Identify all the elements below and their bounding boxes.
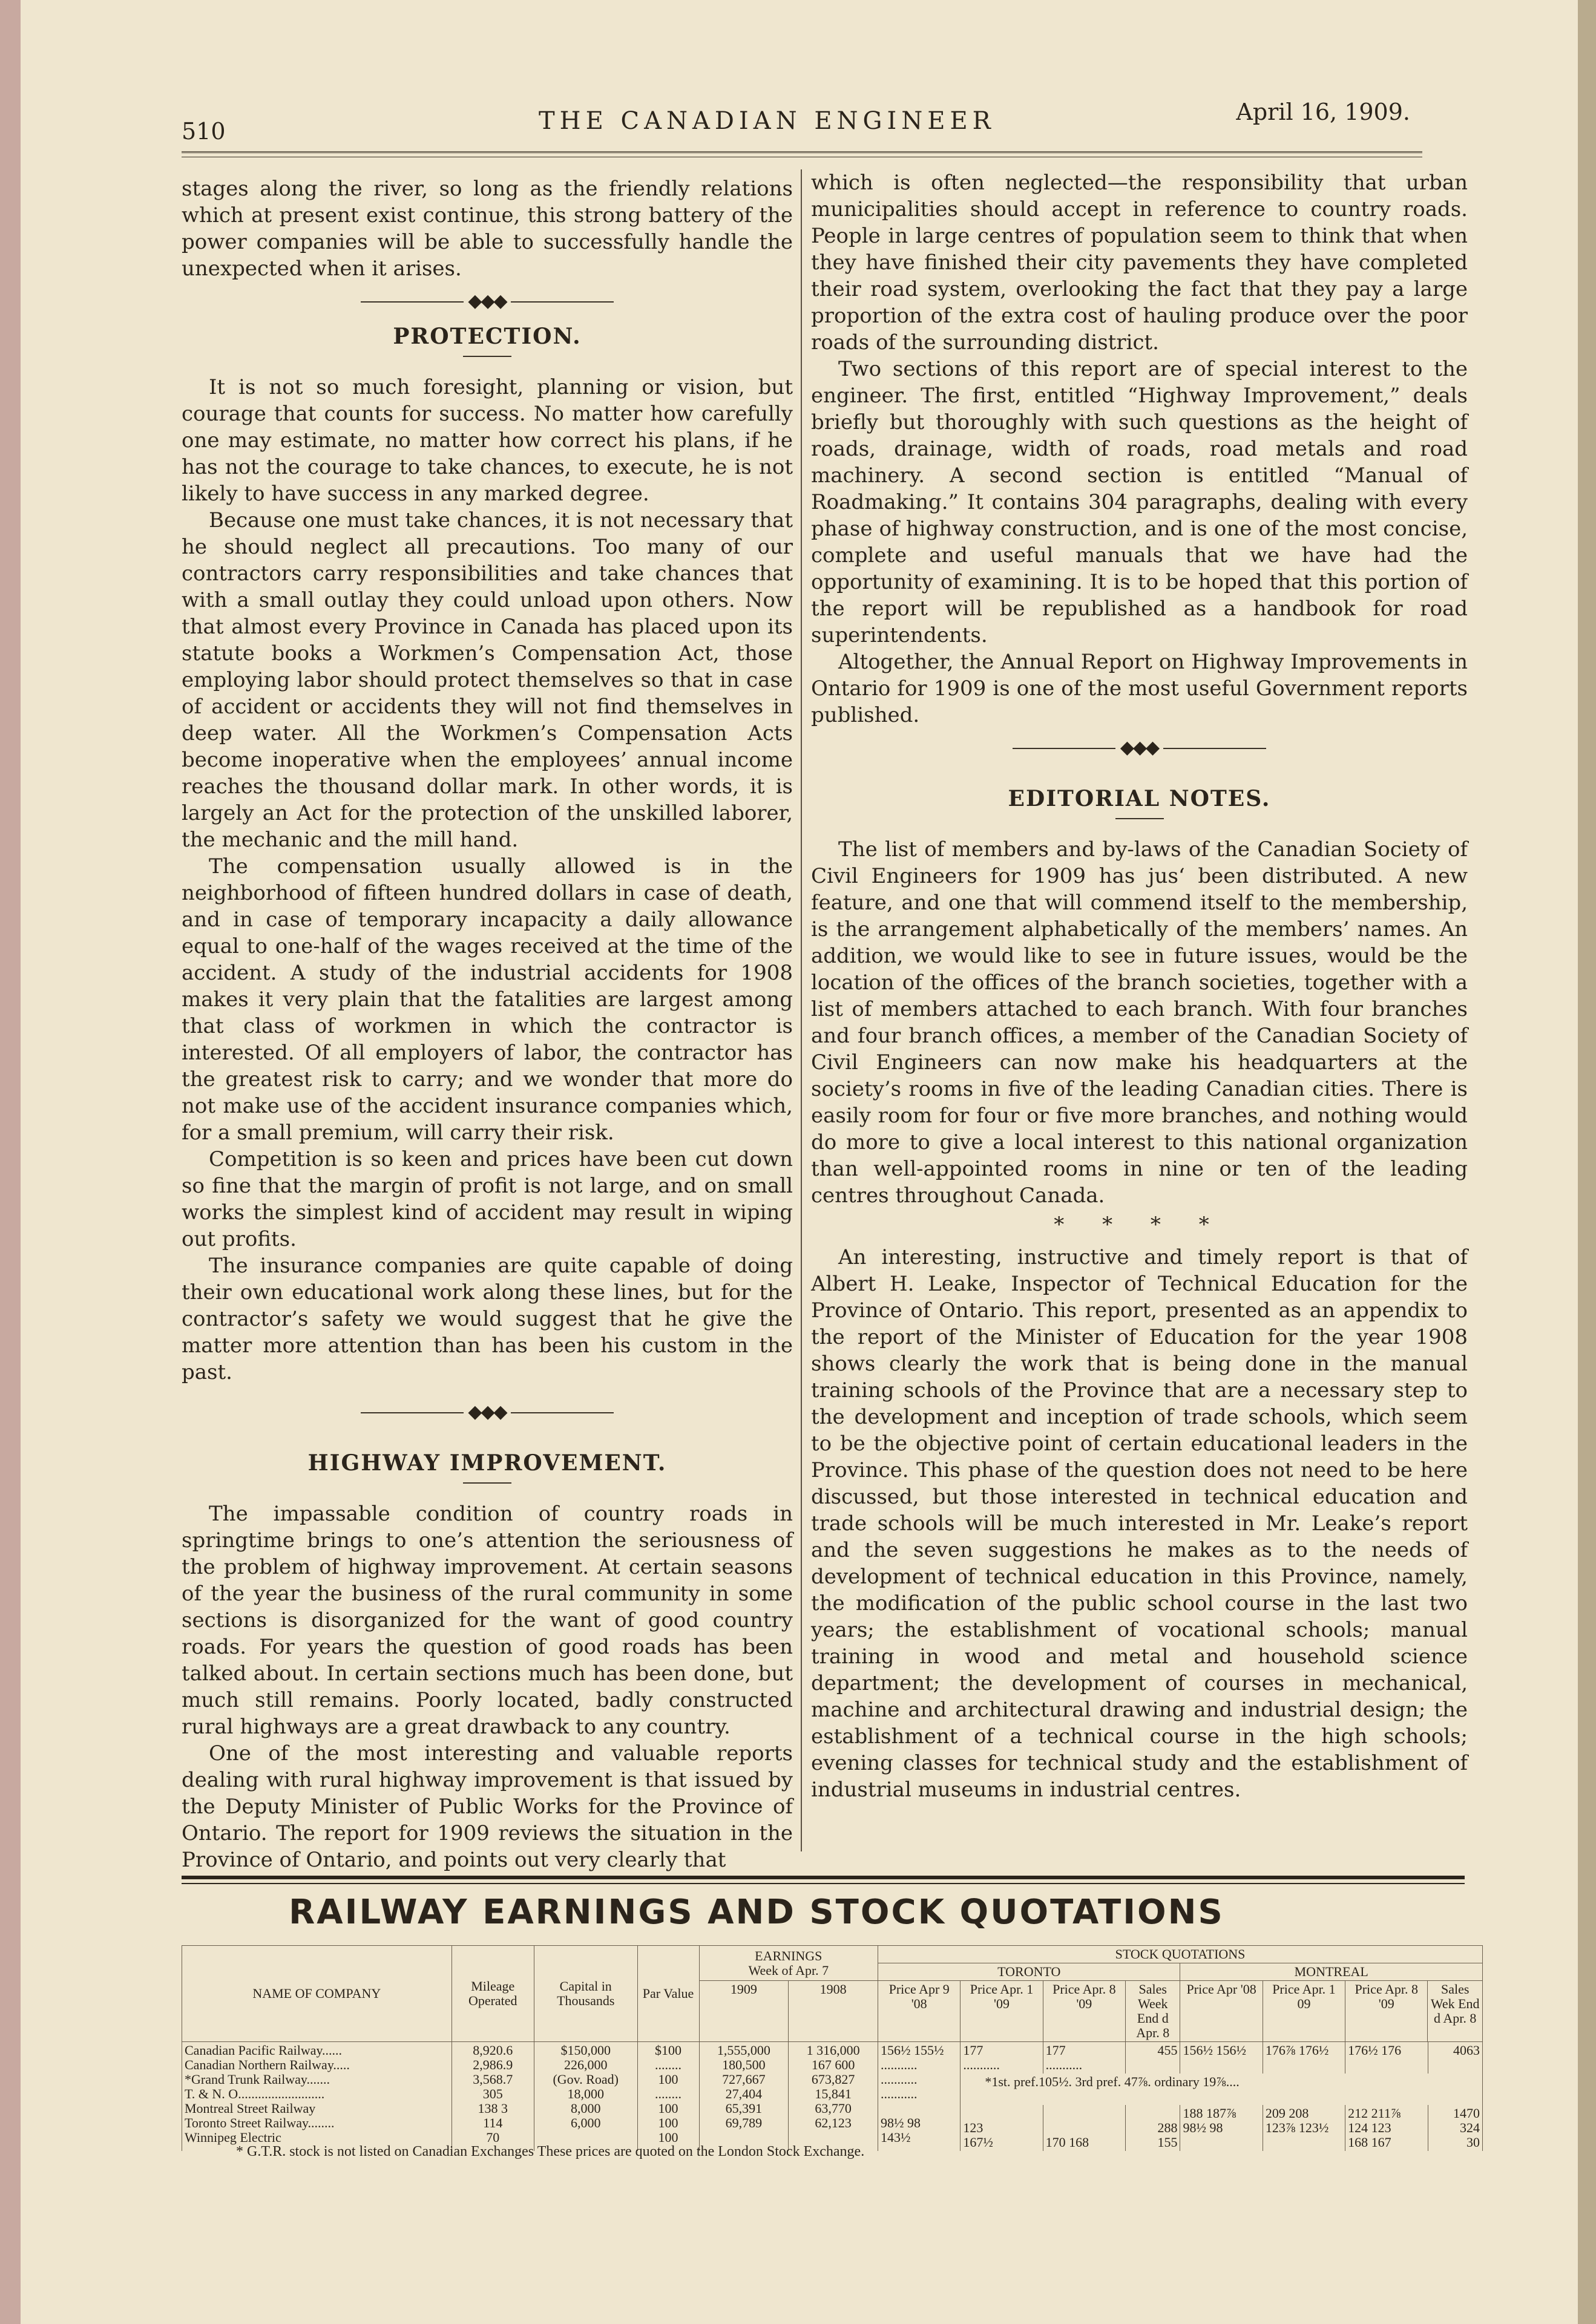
ornament-divider: ◆◆◆ [811,735,1468,761]
earnings-value: 1 316,000 [806,2043,860,2058]
montreal-apr8-cells [1345,2042,1428,2074]
page-number: 510 [182,118,226,145]
quote-value: 188 187⅞ [1183,2106,1236,2121]
earnings-sublabel: Week of Apr. 7 [748,1962,829,1978]
montreal-apr-cells [1180,2042,1263,2074]
quote-value [1266,2058,1342,2072]
quote-value: ........... [881,2057,918,2072]
toronto-sales-lower [1125,2105,1180,2151]
earnings-value: 65,391 [725,2101,763,2116]
highway-paragraph: The impassable condition of country roads in springtime brings to one’s attention the seriousness of the problem of highway improvement. At certain seasons of the year the business of the rural community in some sections is disorganized for the want of good country roads. For years the question of good roads has been talked about. In certain sections much has been done, but much still remains. Poorly located, badly constructed rural highways are a great drawback to any country. [182,1502,793,1739]
protection-heading: PROTECTION. [393,324,582,349]
col-header-m-apr1: Price Apr. 1 09 [1263,1981,1345,2042]
quote-value: 170 168 [1045,2135,1089,2150]
col-header-m-apr8: Price Apr. 8 '09 [1345,1981,1428,2042]
quote-value [1046,2121,1123,2135]
quote-value: ........... [881,2072,918,2087]
toronto-apr9-cells [878,2042,961,2152]
par-cells [637,2042,699,2152]
column-divider [801,169,802,1851]
earnings-1909-cells [699,2042,789,2152]
quote-value: 212 211⅞ [1348,2106,1401,2121]
header-rule [182,151,1422,157]
quote-value [1128,2106,1178,2121]
quote-value: 177 [963,2043,984,2058]
mileage-cells [452,2042,534,2152]
col-header-t-apr9: Price Apr 9 '08 [878,1981,961,2042]
quote-value: 156½ 155½ [881,2043,944,2058]
capital-value: 8,000 [570,2101,601,2116]
par-value: 100 [658,2115,678,2130]
toronto-apr8-cells [1043,2042,1125,2074]
earnings-value: 180,500 [722,2057,766,2072]
quote-value [1128,2058,1178,2072]
quote-value [881,2101,957,2116]
quote-value: 176⅞ 176½ [1265,2043,1329,2058]
mileage-value: 70 [486,2130,500,2145]
earnings-value: 15,841 [815,2086,852,2101]
montreal-apr8-lower [1345,2105,1428,2151]
quote-value: ........... [963,2057,1000,2072]
capital-cells [534,2042,637,2152]
quote-value: 1470 [1453,2106,1480,2121]
quote-value: 176½ 176 [1348,2043,1402,2058]
quote-value: 156½ 156½ [1183,2043,1246,2058]
table-row [182,2042,1483,2152]
table-top-rule-thin [182,1883,1465,1884]
quote-value: 155 [1157,2135,1178,2150]
company-name: T. & N. O.......................... [185,2086,325,2101]
ornament-divider: ◆◆◆ [182,1399,793,1425]
par-value: 100 [658,2072,678,2087]
quote-value [963,2106,1040,2121]
par-value: ........ [655,2057,682,2072]
mileage-value: 8,920.6 [473,2043,513,2058]
col-header-1908: 1908 [789,1981,878,2042]
montreal-sales-cells [1428,2042,1482,2074]
col-header-par: Par Value [637,1946,699,2042]
col-header-mileage: Mileage Operated [452,1946,534,2042]
mileage-value: 305 [482,2086,503,2101]
column-right [811,169,1468,1803]
table-top-rule [182,1876,1465,1879]
earnings-value: 62,123 [815,2115,852,2130]
table-footnote: * G.T.R. stock is not listed on Canadian Exchanges These prices are quoted on the London Stock Exchange. [236,2144,865,2159]
quote-value: 168 167 [1348,2135,1391,2150]
quote-value [985,2089,1480,2104]
company-name: Canadian Pacific Railway...... [185,2043,343,2058]
masthead: THE CANADIAN ENGINEER [539,107,996,135]
capital-value: 226,000 [563,2057,608,2072]
toronto-apr1-lower [961,2105,1043,2151]
company-name: Canadian Northern Railway..... [185,2057,350,2072]
highway-heading: HIGHWAY IMPROVEMENT. [307,1450,667,1476]
page-edge-left [0,0,21,2324]
quote-value: 209 208 [1265,2106,1309,2121]
col-header-toronto: TORONTO [878,1963,1180,1981]
quote-value: 30 [1466,2135,1480,2150]
quote-value: 4063 [1453,2043,1480,2058]
quote-value: 98½ 98 [881,2115,921,2130]
company-name: Montreal Street Railway [185,2101,316,2116]
quote-value: 167½ [963,2135,993,2150]
earnings-value: 673,827 [811,2072,855,2087]
quotes-block [961,2042,1483,2152]
quote-value: 324 [1460,2120,1480,2135]
protection-paragraph: The insurance companies are quite capable of doing their own educational work along these lines, but for the contractor’s safety we would suggest that he give the matter more attention than has been his custom in the past. [182,1254,793,1384]
protection-paragraph: It is not so much foresight, planning or vision, but courage that counts for success. No matter how carefully one may estimate, no matter how correct his plans, if he has not the courage to take chances, to execute, he is not likely to have success in any marked degree. [182,375,793,506]
col-header-1909: 1909 [699,1981,789,2042]
toronto-sales-cells [1125,2042,1180,2074]
par-value: $100 [655,2043,682,2058]
montreal-apr-lower [1180,2105,1263,2151]
protection-paragraph: Competition is so keen and prices have been cut down so fine that the margin of profit is not large, and on small works the simplest kind of accident may result in wiping out profits. [182,1147,793,1251]
quote-value [1046,2106,1123,2121]
company-name: *Grand Trunk Railway....... [185,2072,330,2087]
col-header-capital: Capital in Thousands [534,1946,637,2042]
capital-value: (Gov. Road) [553,2072,619,2087]
highway-paragraph: One of the most interesting and valuable reports dealing with rural highway improvement is that issued by the Deputy Minister of Public Works for the Province of Ontario. The report for 1909 reviews the situation in the Province of Ontario, and points out very clearly that [182,1741,793,1872]
par-value: ........ [655,2086,682,2101]
heading-rule [1115,818,1164,819]
col-header-t-sales: Sales Week End d Apr. 8 [1125,1981,1180,2042]
heading-rule [463,1482,511,1484]
intro-paragraph: stages along the river, so long as the friendly relations which at present exist continue, this strong battery of the power companies will be able to successfully handle the unexpected when it arises. [182,177,793,281]
toronto-apr8-lower [1043,2105,1125,2151]
earnings-label: EARNINGS [755,1948,823,1963]
col-header-earnings [699,1946,878,1981]
earnings-value: 27,404 [725,2086,763,2101]
quote-value: ........... [881,2086,918,2101]
col-header-m-apr: Price Apr '08 [1180,1981,1263,2042]
earnings-1908-cells [789,2042,878,2152]
quote-value: ........... [1045,2057,1083,2072]
col-header-montreal: MONTREAL [1180,1963,1483,1981]
quote-value: 177 [1045,2043,1066,2058]
company-name: Winnipeg Electric [185,2130,281,2145]
par-value: 100 [658,2130,678,2145]
col-header-name: NAME OF COMPANY [182,1946,452,2042]
montreal-sales-lower [1428,2105,1482,2151]
mileage-value: 2,986.9 [473,2057,513,2072]
quote-value: 123 [963,2120,984,2135]
protection-paragraph: Because one must take chances, it is not necessary that he should neglect all precautions. Too many of our contractors carry responsibilities and take chances that with a small outlay they could unload upon others. Now that almost every Province in Canada has placed upon its statute books a Workmen’s Compensation Act, those employing labor should protect themselves so that in case of accident or accidents they will not find themselves in deep water. All the Workmen’s Compensation Acts become inoperative when the employees’ annual income reaches the thousand dollar mark. In other words, it is largely an Act for the protection of the unskilled laborer, the mechanic and the mill hand. [182,508,793,852]
montreal-apr1-lower [1263,2105,1345,2151]
mileage-value: 138 3 [478,2101,508,2116]
capital-value: $150,000 [560,2043,611,2058]
editorial-heading: EDITORIAL NOTES. [1008,786,1271,811]
quote-value: 123⅞ 123½ [1265,2120,1329,2135]
earnings-value: 727,667 [722,2072,766,2087]
company-names [182,2042,452,2152]
page-header [182,94,1416,145]
quote-value [1348,2058,1425,2072]
quote-value: 98½ 98 [1183,2120,1223,2135]
quote-value: 124 123 [1348,2120,1391,2135]
mileage-value: 114 [483,2115,503,2130]
earnings-value: 63,770 [815,2101,852,2116]
railway-table-wrapper [182,1945,1483,2150]
quote-value: 455 [1157,2043,1178,2058]
col-header-stock: STOCK QUOTATIONS [878,1946,1483,1963]
mileage-value: 3,568.7 [473,2072,513,2087]
earnings-value: 69,789 [725,2115,763,2130]
table-title: RAILWAY EARNINGS AND STOCK QUOTATIONS [289,1893,1224,1932]
toronto-apr1-cells [961,2042,1043,2074]
par-value: 100 [658,2101,678,2116]
report-paragraph: Two sections of this report are of special interest to the engineer. The first, entitled “Highway Improvement,” deals briefly but thoroughly with such questions as the height of roads, drainage, width of roads, road metals and road machinery. A second section is entitled “Manual of Roadmaking.” It contains 304 paragraphs, dealing with every phase of highway construction, and is one of the most concise, complete and useful manuals that we have had the opportunity of examining. It is to be hoped that this portion of the report will be republished as a handbook for road superintendents. [811,357,1468,647]
section-stars: * * * * [1054,1213,1225,1237]
heading-rule [463,356,511,357]
column-left [182,175,793,1873]
capital-value: 6,000 [570,2115,601,2130]
col-header-m-sales: Sales Wek End d Apr. 8 [1428,1981,1483,2042]
earnings-value: 167 600 [811,2057,855,2072]
grand-trunk-note [961,2074,1482,2105]
quote-value [1183,2058,1259,2072]
quote-value [1431,2058,1480,2072]
col-header-t-apr8: Price Apr. 8 '09 [1043,1981,1125,2042]
editorial-paragraph: The list of members and by-laws of the Canadian Society of Civil Engineers for 1909 has jus‘ been distributed. A new feature, and one that will commend itself to the membership, is the arrangement alphabetically of the members’ names. An addition, we would like to see in future issues, would be the location of the offices of the branch societies, together with a list of members attached to each branch. With four branches and four branch offices, a member of the Canadian Society of Civil Engineers can now make his headquarters at the society’s rooms in five of the leading Canadian cities. There is easily room for four or five more branches, and nothing would do more to give a local interest to this national organization than well-appointed rooms in nine or ten of the leading centres throughout Canada. [811,837,1468,1208]
quote-value: 288 [1157,2120,1178,2135]
ornament-divider: ◆◆◆ [182,288,793,315]
capital-value: 18,000 [567,2086,604,2101]
report-paragraph: Altogether, the Annual Report on Highway Improvements in Ontario for 1909 is one of the most useful Government reports published. [811,650,1468,727]
railway-earnings-table [182,1945,1483,2151]
quote-value: 143½ [881,2130,911,2145]
continuation-paragraph: which is often neglected—the responsibility that urban municipalities should accept in reference to country roads. People in large centres of population seem to think that when they have finished their city pavements they have completed their road system, overlooking the fact that they pay a large proportion of the extra cost of hauling produce over the poor roads of the surrounding district. [811,171,1468,355]
company-name: Toronto Street Railway........ [185,2115,335,2130]
issue-date: April 16, 1909. [1236,99,1410,125]
col-header-t-apr1: Price Apr. 1 '09 [961,1981,1043,2042]
protection-paragraph: The compensation usually allowed is in the neighborhood of fifteen hundred dollars in case of death, and in case of temporary incapacity a daily allowance equal to one-half of the wages received at the time of the accident. A study of the industrial accidents for 1908 makes it very plain that the fatalities are largest among that class of workmen in which the contractor is interested. Of all employers of labor, the contractor has the greatest risk to carry; and we wonder that more do not make use of the accident insurance companies which, for a small premium, will carry their risk. [182,854,793,1145]
earnings-value: 1,555,000 [717,2043,770,2058]
montreal-apr1-cells [1263,2042,1345,2074]
page-edge-right [1578,0,1596,2324]
leake-paragraph: An interesting, instructive and timely report is that of Albert H. Leake, Inspector of Technical Education for the Province of Ontario. This report, presented as an appendix to the report of the Minister of Education for the year 1908 shows clearly the work that is being done in the manual training schools of the Province that are a necessary step to the development and inception of trade schools, which seem to be the objective point of certain educational leaders in the Province. This phase of the question does not need to be here discussed, but those interested in technical education and trade schools will be much interested in Mr. Leake’s report and the seven suggestions he makes as to the needs of development of technical education in this Province, namely, the modification of the public school course in the last two years; the establishment of vocational schools; manual training in wood and metal and household science department; the development of courses in mechanical, machine and architectural drawing and industrial design; the establishment of a technical course in the high schools; evening classes for technical study and the establishment of industrial museums in industrial centres. [811,1245,1468,1802]
grand-trunk-note-text: *1st. pref.105½. 3rd pref. 47⅞. ordinary 19⅞.... [985,2074,1240,2089]
